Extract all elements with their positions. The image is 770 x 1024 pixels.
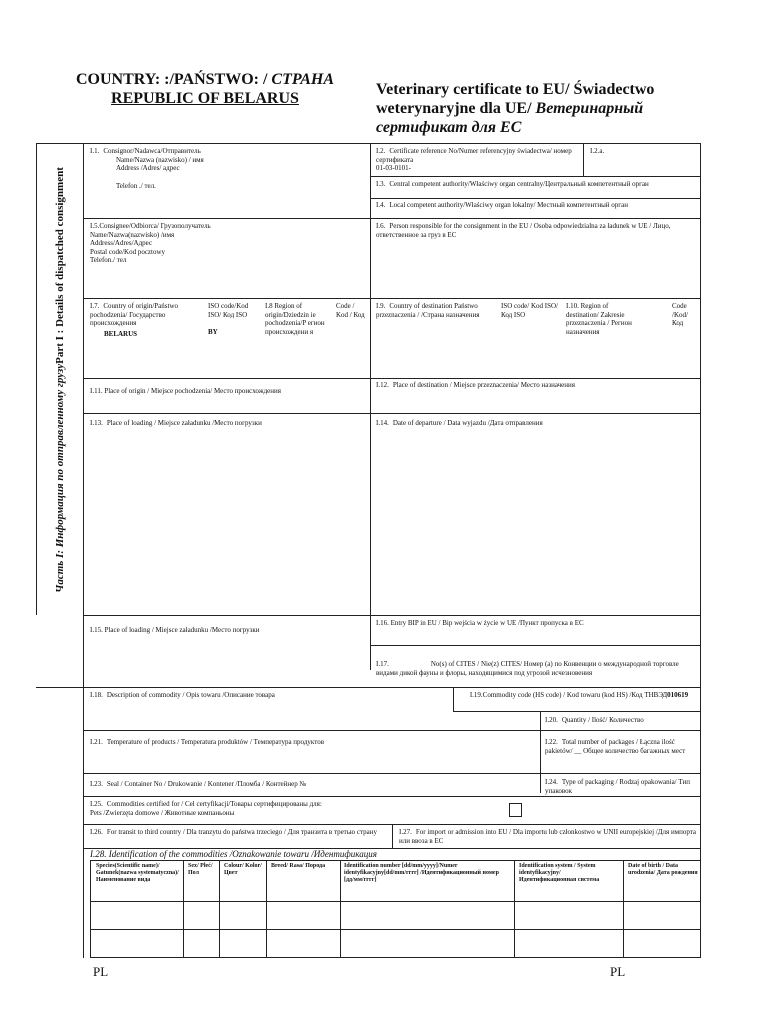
i5-name: Name/Nazwa(nazwisko) /имя bbox=[90, 230, 175, 239]
i14-label: Date of departure / Data wyjazdu /Дата отправления bbox=[392, 419, 543, 427]
country-label: COUNTRY: :/PAŃSTWO: / bbox=[75, 71, 272, 88]
i18-num: I.18. bbox=[90, 691, 103, 699]
i28-label: I.28. Identification of the commodities /Oznakowanie towaru /Идентификация bbox=[90, 849, 377, 859]
field-i7-country-origin[interactable] bbox=[90, 302, 202, 338]
i14-num: I.14. bbox=[376, 419, 389, 427]
i25-label: Commodities certified for / Cel certyfikacji/Товары сертифицированы для: bbox=[106, 800, 322, 808]
i2-label: Certificate reference No/Numer referencyjny świadectwa/ номер сертификата bbox=[376, 147, 572, 164]
i8-label: I.8 Region of origin/Dziedzin ie pochodzenia/P егион происхождени я bbox=[265, 302, 325, 336]
i4-label: Local competent authority/Właściwy organ lokalny/ Местный компетентный орган bbox=[389, 201, 629, 209]
footer-left-code: PL bbox=[93, 964, 109, 979]
field-i5-consignee[interactable] bbox=[90, 222, 365, 265]
i9-num: I.9. bbox=[376, 302, 386, 310]
pets-checkbox[interactable] bbox=[509, 803, 522, 817]
field-i11-place-origin[interactable] bbox=[90, 387, 365, 396]
field-i27-import[interactable] bbox=[399, 828, 697, 845]
i17-label: No(s) of CITES / Nie(z) CITES/ Номер (а) по Конвенции о международной торговле видами дикой фауны и флоры, находящимися под угрозой исчезновения bbox=[376, 660, 679, 677]
certificate-title bbox=[376, 80, 716, 137]
country-heading bbox=[55, 70, 355, 108]
i1-address: Address /Adres/ адрес bbox=[116, 164, 180, 173]
i10-label: I.10. Region of destination/ Zakresie przeznaczenia / Регион назначения bbox=[566, 302, 632, 336]
field-i3-central-authority[interactable] bbox=[376, 180, 696, 189]
field-i21-temperature[interactable] bbox=[90, 738, 530, 747]
i15-label: I.15. Place of loading / Miejsce załadunku /Место погрузки bbox=[90, 626, 260, 634]
i9-label: Country of destination Państwo przeznaczenia / /Страна назначения bbox=[376, 302, 480, 319]
i6-num: I.6. bbox=[376, 222, 386, 230]
i19-value: 010619 bbox=[667, 691, 689, 699]
table-header-sex: Sex/ Płeć/ Пол bbox=[188, 863, 213, 876]
footer-right-code: PL bbox=[610, 964, 626, 979]
i25-num: I.25. bbox=[90, 800, 103, 808]
table-header-id-number: Identification number [dd/mm/yyyy]/Numer identyfikacyjny[dd/mm/rrrr] /Идентификационный номер [дд/мм/гггг] bbox=[344, 863, 499, 883]
i27-num: I.27. bbox=[399, 828, 412, 836]
i7-iso-value: BY bbox=[208, 328, 218, 337]
field-i17-cites[interactable] bbox=[376, 660, 696, 677]
i22-num: I.22. bbox=[545, 738, 558, 746]
i2a-num: I.2.a. bbox=[590, 147, 605, 155]
field-i18-description[interactable] bbox=[90, 691, 450, 700]
field-i22-packages[interactable] bbox=[545, 738, 697, 755]
i9-iso: ISO code/ Kod ISO/ Код ISO bbox=[501, 302, 558, 319]
i3-label: Central competent authority/Właściwy organ centralny/Центральный компетентный орган bbox=[389, 180, 649, 188]
field-i12-place-destination[interactable] bbox=[376, 381, 696, 390]
i7-num: I.7. bbox=[90, 302, 100, 310]
field-i2-certificate-ref[interactable] bbox=[376, 147, 576, 173]
i11-label: I.11. Place of origin / Miejsce pochodzenia/ Место происхождения bbox=[90, 387, 281, 395]
i10-code: Code /Kod/ Код bbox=[672, 302, 688, 328]
i2-value: 01-03-0101- bbox=[376, 164, 411, 173]
field-i6-responsible-person[interactable] bbox=[376, 222, 696, 239]
field-i28-identification bbox=[90, 850, 690, 859]
i24-num: I.24. bbox=[545, 778, 558, 786]
i5-label: I.5.Consignee/Odbiorca/ Грузополучатель bbox=[90, 222, 211, 230]
field-i24-packaging[interactable] bbox=[545, 778, 697, 795]
i21-label: Temperature of products / Temperatura produktów / Температура продуктов bbox=[106, 738, 324, 746]
i5-address: Address/Adres/Адрес bbox=[90, 239, 153, 248]
part-one-side-label bbox=[38, 145, 82, 615]
i5-phone: Telefon./ тел bbox=[90, 256, 127, 265]
i12-num: I.12. bbox=[376, 381, 389, 389]
country-name: REPUBLIC OF BELARUS bbox=[111, 90, 299, 107]
i18-label: Description of commodity / Opis towaru /Описание товара bbox=[106, 691, 275, 699]
field-i23-seal[interactable] bbox=[90, 780, 530, 789]
table-header-species: Species(Scientific name)/ Gatunek(nazwa systematyczna)/Наименование вида bbox=[96, 863, 179, 883]
i27-label: For import or admission into EU / Dla importu lub członkostwo w UNII europejskiej /Для импорта или ввоза в ЕС bbox=[399, 828, 697, 845]
side-label-ru: Часть I: Информация по отправленному грузу bbox=[54, 363, 66, 593]
i1-name: Name/Nazwa (nazwisko) / имя bbox=[116, 155, 204, 164]
table-header-birth-date: Date of birth / Data urodzenia/ Дата рождения bbox=[628, 863, 698, 876]
field-i14-departure-date[interactable] bbox=[376, 419, 696, 428]
i7-label: Country of origin/Państwo pochodzenia/ Государство происхождения bbox=[90, 302, 179, 328]
i1-phone: Telefon ./ тел. bbox=[116, 181, 156, 190]
field-i13-place-loading[interactable] bbox=[90, 419, 365, 428]
table-header-colour: Colour/ Kolor/ Цвет bbox=[224, 863, 262, 876]
i24-label: Type of packaging / Rodzaj opakowania/ Тип упаковок bbox=[545, 778, 690, 795]
i6-label: Person responsible for the consignment in the EU / Osoba odpowiedzialna za ładunek w UE / Лицо, ответственное за груз в ЕС bbox=[376, 222, 671, 239]
field-i9-country-destination[interactable] bbox=[376, 302, 496, 319]
i22-label: Total number of packages / Łączna ilość pakietów/ __ Общее количество багажных мест bbox=[545, 738, 686, 755]
field-i15-place-loading[interactable] bbox=[90, 626, 365, 635]
field-i25-certified-for[interactable] bbox=[90, 800, 490, 817]
i26-num: I.26. bbox=[90, 828, 103, 836]
i16-label: I.16. Entry BIP in EU / Bip wejścia w życie w UE /Пункт пропуска в ЕС bbox=[376, 619, 584, 627]
i8-code: Code / Kod / Код bbox=[336, 302, 365, 319]
field-i1-consignor[interactable] bbox=[90, 147, 365, 190]
side-label-en: Part I : Details of dispatched consignment bbox=[54, 167, 66, 364]
i23-label: Seal / Container No / Drukowanie / Kontener /Пломба / Контейнер № bbox=[106, 780, 307, 788]
i12-label: Place of destination / Miejsce przeznaczenia/ Место назначения bbox=[392, 381, 575, 389]
certificate-title-main: Veterinary certificate to EU/ Świadectwo weterynaryjne dla UE/ bbox=[376, 81, 655, 117]
i1-num: I.1. bbox=[90, 147, 100, 155]
field-i7-iso[interactable] bbox=[208, 302, 258, 337]
field-i10-code[interactable] bbox=[672, 302, 698, 328]
i21-num: I.21. bbox=[90, 738, 103, 746]
i7-value: BELARUS bbox=[104, 329, 138, 338]
i26-label: For transit to third country / Dla tranzytu do państwa trzeciego / Для транзита в третью страну bbox=[106, 828, 378, 836]
i13-label: Place of loading / Miejsce załadunku /Место погрузки bbox=[106, 419, 262, 427]
country-label-ru: СТРАНА bbox=[271, 71, 335, 88]
i7-iso-label: ISO code/Kod ISO/ Код ISO bbox=[208, 302, 249, 319]
i23-num: I.23. bbox=[90, 780, 103, 788]
certificate-title-ru: Ветеринарный сертификат для ЕС bbox=[376, 100, 644, 136]
i1-label: Consignor/Nadawca/Отправитель bbox=[103, 147, 201, 155]
field-i10-region-destination[interactable] bbox=[566, 302, 636, 336]
i19-label: I.19.Commodity code (HS code) / Kod towaru (kod HS) /Код ТНВЭД bbox=[469, 691, 668, 699]
i20-num: I.20. bbox=[545, 716, 558, 724]
i13-num: I.13. bbox=[90, 419, 103, 427]
field-i4-local-authority[interactable] bbox=[376, 201, 696, 210]
i25-value: Pets /Zwierzęta domowe / Животные компаньоны bbox=[90, 808, 235, 817]
field-i26-transit[interactable] bbox=[90, 828, 388, 837]
i17-num: I.17. bbox=[376, 660, 389, 668]
field-i19-commodity-code[interactable] bbox=[459, 691, 699, 700]
table-header-breed: Breed/ Rasa/ Порода bbox=[271, 863, 326, 869]
i2-num: I.2. bbox=[376, 147, 386, 155]
i20-label: Quantity / Ilość/ Количество bbox=[561, 716, 644, 724]
field-i2a[interactable] bbox=[590, 147, 690, 156]
field-i8-region-origin[interactable] bbox=[265, 302, 329, 336]
field-i16-entry-bip[interactable] bbox=[376, 619, 696, 628]
field-i8-code[interactable] bbox=[336, 302, 366, 319]
table-header-id-system: Identification system / System identyfikacyjny/ Идентификационная система bbox=[519, 863, 600, 883]
i5-postal: Postal code/Kod pocztowy bbox=[90, 247, 166, 256]
field-i20-quantity[interactable] bbox=[545, 716, 697, 725]
i4-num: I.4. bbox=[376, 201, 386, 209]
field-i9-iso[interactable] bbox=[501, 302, 559, 319]
i3-num: I.3. bbox=[376, 180, 386, 188]
